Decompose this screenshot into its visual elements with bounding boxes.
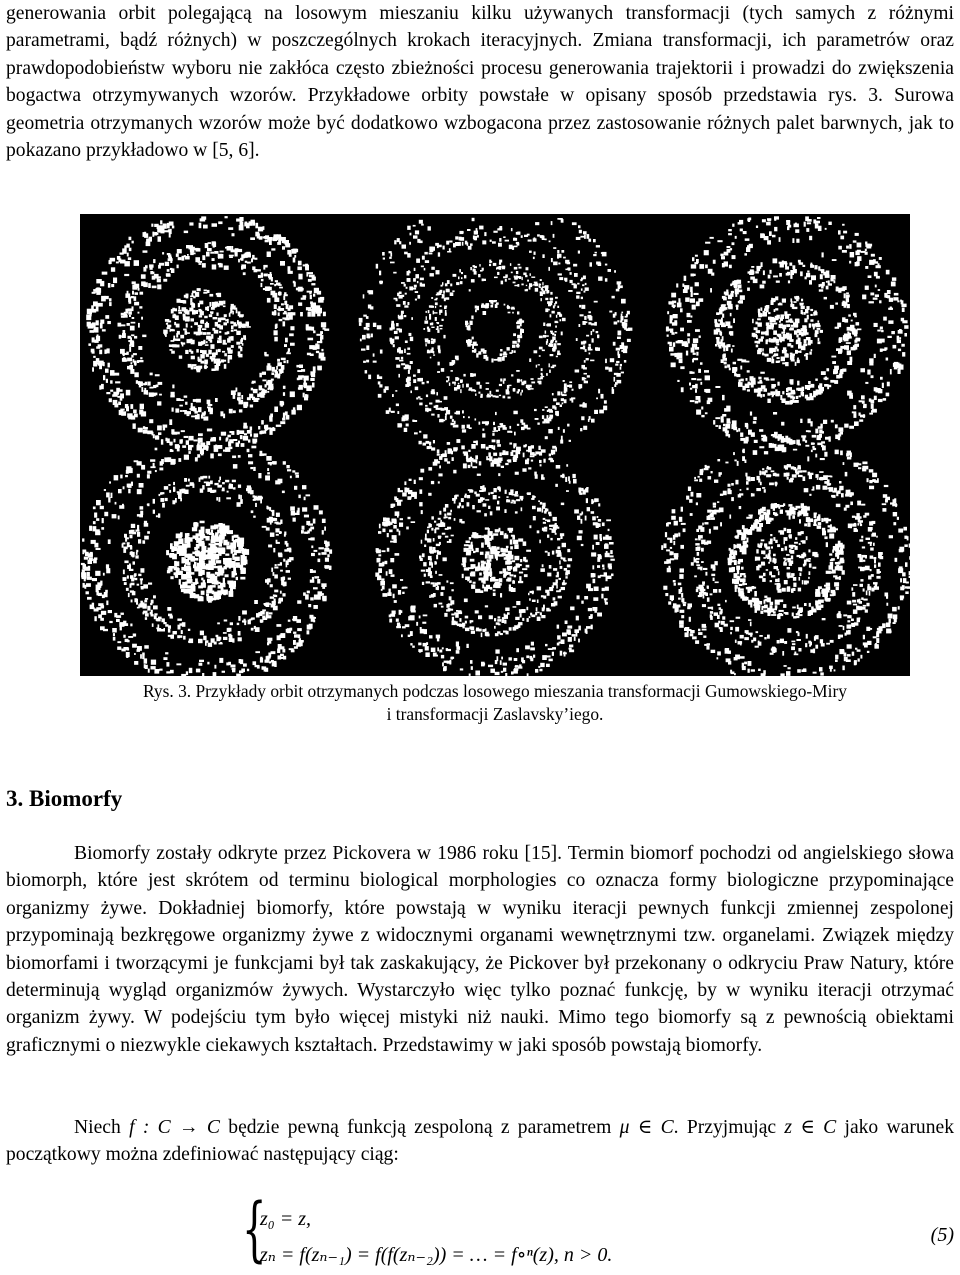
intro-paragraph: generowania orbit polegającą na losowym mieszaniu kilku używanych transformacji (tych samych z różnymi parametrami, bądź różnych) w poszczególnych krokach iteracyjnych. Zmiana transformacji, ich parametrów oraz prawdopodobieństw wyboru nie zakłóca często zbieżności procesu generowania trajektorii i prowadzi do zwiększenia bogactwa otrzymywanych wzorów. Przykładowe orbity powstałe w opisany sposób przedstawia rys. 3. Surowa geometria otrzymanych wzorów może być dodatkowo wzbogacona przez zastosowanie różnych palet barwnych, jak to pokazano przykładowo w [5, 6]. — [6, 3, 954, 162]
p2-formula-mu: μ ∈ C — [619, 1117, 674, 1138]
p2-formula-z: z ∈ C — [784, 1117, 837, 1138]
figure-caption-line2: i transformacji Zaslavsky’iego. — [386, 704, 604, 724]
p2-formula-f: f : C → C — [129, 1117, 220, 1138]
equation-brace: { — [242, 1188, 267, 1270]
figure-caption-line1: Rys. 3. Przykłady orbit otrzymanych podczas losowego mieszania transformacji Gumowskiego-Miry — [143, 681, 847, 701]
orbit-pattern-3 — [666, 216, 909, 452]
p2-text-a: Niech — [74, 1117, 121, 1138]
section-title: 3. Biomorfy — [6, 786, 123, 811]
equation-line1: z₀ = z, — [260, 1208, 312, 1230]
equation-line2: zₙ = f(zₙ₋₁) = f(f(zₙ₋₂)) = … = f∘ⁿ(z), n > 0. — [260, 1244, 613, 1266]
p2-text-d: jako warunek początkowy można zdefiniować następujący ciąg: — [6, 1117, 954, 1166]
p2-text-b: będzie pewną funkcją zespoloną z parametrem — [228, 1117, 612, 1138]
orbit-figure — [80, 214, 910, 676]
biomorph-paragraph: Biomorfy zostały odkryte przez Pickovera w 1986 roku [15]. Termin biomorf pochodzi od angielskiego słowa biomorph, które jest skrótem od terminu biological morphologies co oznacza formy biologiczne przypominające organizmy żywe. Dokładniej biomorfy, które powstają w wyniku iteracji pewnych funkcji zmiennej zespolonej przypominają bezkręgowe organizmy żywe z widocznymi organami wewnętrznymi tzw. organelami. Związek między biomorfami i tworzącymi je funkcjami był tak zaskakujący, że Pickover był przekonany o odkryciu Praw Natury, które determinują wygląd organizmów żywych. Wystarczyło więc tylko poznać funkcję, by w wyniku iteracji otrzymać organizm żywy. W podejściu tym było więcej mistyki niż nauki. Mimo tego biomorfy są z pewnością obiektami graficznymi o niezwykle ciekawych kształtach. Przedstawimy w jaki sposób powstają biomorfy. — [6, 843, 954, 1056]
orbit-pattern-5 — [375, 440, 615, 677]
orbit-pattern-2 — [359, 218, 633, 467]
p2-text-c: . Przyjmując — [673, 1117, 777, 1138]
orbit-patterns-image — [80, 214, 910, 676]
definition-paragraph — [6, 1114, 954, 1169]
equation-5 — [240, 1188, 760, 1275]
orbit-pattern-6 — [661, 435, 910, 676]
orbit-pattern-1 — [86, 216, 329, 454]
orbit-pattern-4 — [81, 436, 332, 676]
equation-number: (5) — [930, 1224, 954, 1246]
